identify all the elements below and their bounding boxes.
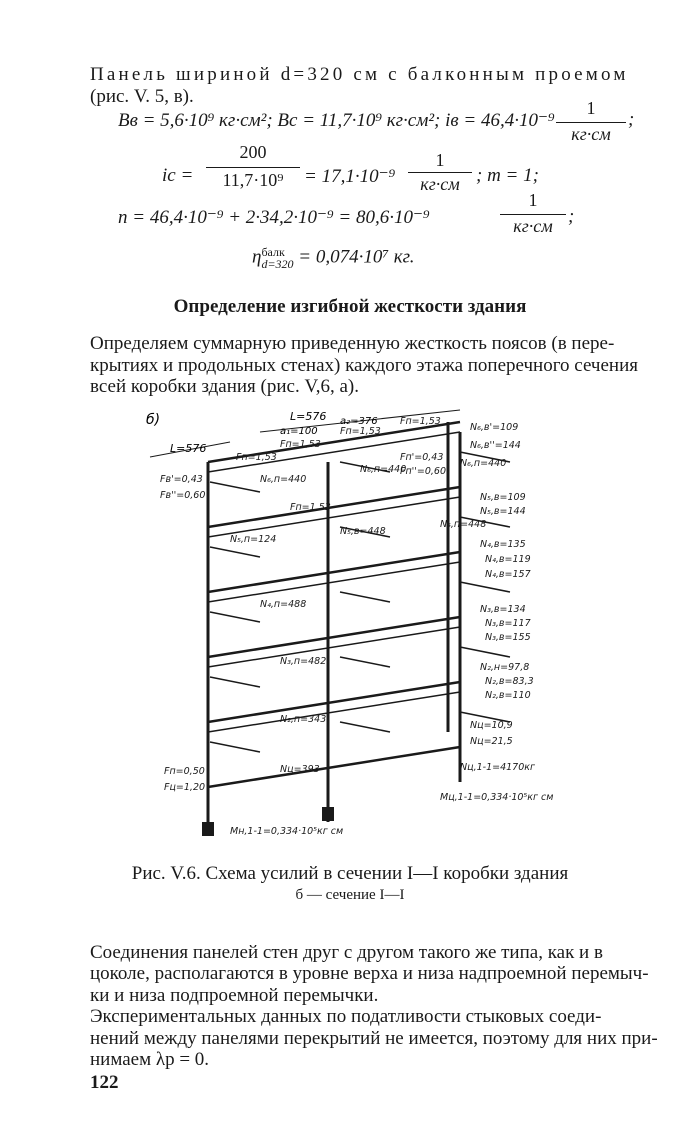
section-heading: Определение изгибной жесткости здания — [173, 296, 527, 317]
force-label: N₆,п=440 — [460, 458, 507, 469]
force-label: N₅,в=144 — [480, 506, 526, 517]
formula-3: n = 46,4·10⁻⁹ + 2·34,2·10⁻⁹ = 80,6·10⁻⁹ — [118, 207, 430, 228]
force-label: Fп=1,53 — [280, 439, 321, 450]
formula-2-mid: = 17,1·10⁻⁹ — [304, 166, 396, 187]
para2-line: цоколе, располагаются в уровне верха и низа надпроемной перемыч- — [90, 963, 649, 984]
force-label: N₃,в=155 — [485, 632, 531, 643]
force-label: Fп'=0,43 — [400, 452, 444, 463]
formula-1-den: кг·см — [571, 124, 611, 144]
dim-a2: a₂=376 — [340, 416, 378, 427]
para2-line: ки и низа подпроемной перемычки. — [90, 985, 379, 1006]
building-force-diagram — [140, 402, 570, 842]
force-label: N₃,п=482 — [280, 656, 327, 667]
force-label: N₂,в=110 — [485, 690, 531, 701]
force-label: Fв'=0,43 — [160, 474, 203, 485]
force-label: N₅,п=124 — [230, 534, 277, 545]
force-label: N₃,в=134 — [480, 604, 526, 615]
formula-2-left: iс = — [162, 165, 194, 186]
force-label: N₆,в'=109 — [470, 422, 519, 433]
para1-line: всей коробки здания (рис. V,6, а). — [90, 376, 360, 397]
force-label: N₂,н=97,8 — [480, 662, 530, 673]
force-label: Fп''=0,60 — [400, 466, 447, 477]
fraction-bar — [500, 214, 566, 215]
formula-1-num: 1 — [586, 98, 596, 118]
force-label: N₅,в=109 — [480, 492, 526, 503]
dim-l-top: L=576 — [290, 410, 327, 423]
intro-line-1: Панель шириной d=320 см с балконным проемом — [90, 64, 629, 85]
force-label: Mн,1-1=0,334·10⁵кг см — [230, 826, 344, 837]
para1-line: Определяем суммарную приведенную жесткость поясов (в пере- — [90, 333, 615, 354]
figure-panel-label: б) — [146, 412, 161, 428]
formula-3-num: 1 — [528, 190, 538, 210]
formula-4-rest: = 0,074·10⁷ кг. — [298, 246, 415, 268]
force-label: N₅,п=448 — [440, 519, 487, 530]
force-label: Fп=1,53 — [290, 502, 331, 513]
force-label: Fв''=0,60 — [160, 490, 206, 501]
formula-4 — [252, 246, 415, 270]
formula-2-den: 11,7·10⁹ — [222, 170, 284, 190]
formula-4-symbol: η — [252, 246, 262, 268]
force-label: N₆,п=440 — [260, 474, 307, 485]
force-label: Mц,1-1=0,334·10⁵кг см — [440, 792, 554, 803]
page-number: 122 — [90, 1072, 119, 1093]
formula-3-end: ; — [568, 206, 575, 227]
force-label: N₂,в=83,3 — [485, 676, 534, 687]
force-label: Fц=1,20 — [164, 782, 206, 793]
intro-line-2: (рис. V. 5, в). — [90, 86, 194, 107]
foundation-pad — [322, 807, 334, 821]
force-label: N₆,п=440 — [360, 464, 407, 475]
fraction-bar — [206, 167, 300, 168]
force-label: Fп=1,53 — [236, 452, 277, 463]
force-label: N₅,в=448 — [340, 526, 386, 537]
force-label: Fп=1,53 — [340, 426, 381, 437]
force-label: N₄,в=135 — [480, 539, 526, 550]
force-label: Nц=10,9 — [470, 720, 513, 731]
force-label: Nц=393 — [280, 764, 320, 775]
formula-4-sub: d=320 — [261, 257, 294, 271]
force-label: N₄,в=157 — [485, 569, 531, 580]
dim-a1: a₁=100 — [280, 426, 318, 437]
para3-line: Экспериментальных данных по податливости стыковых соеди- — [90, 1006, 602, 1027]
dim-l-left: L=576 — [170, 442, 207, 455]
para1-line: крытиях и продольных стенах) каждого этажа поперечного сечения — [90, 355, 638, 376]
formula-1: Bв = 5,6·10⁹ кг·см²; Bс = 11,7·10⁹ кг·см²; iв = 46,4·10⁻⁹ — [118, 110, 555, 131]
foundation-pad — [202, 822, 214, 836]
force-label: Nц=21,5 — [470, 736, 513, 747]
fraction-bar — [408, 172, 472, 173]
force-label: Fп=0,50 — [164, 766, 205, 777]
formula-2-den2: кг·см — [420, 174, 460, 194]
force-label: N₄,п=488 — [260, 599, 307, 610]
force-label: N₂,п=343 — [280, 714, 327, 725]
formula-2-end: ; m = 1; — [476, 165, 539, 186]
fraction-bar — [556, 122, 626, 123]
formula-3-den: кг·см — [513, 216, 553, 236]
formula-4-sup: балк — [261, 245, 285, 259]
force-label: Fп=1,53 — [400, 416, 441, 427]
para2-line: Соединения панелей стен друг с другом такого же типа, как и в — [90, 942, 603, 963]
figure-caption: Рис. V.6. Схема усилий в сечении I—I коробки здания — [131, 863, 569, 884]
formula-1-end: ; — [628, 109, 635, 130]
para3-line: нимаем λр = 0. — [90, 1049, 210, 1070]
force-label: N₄,в=119 — [485, 554, 531, 565]
force-label: N₆,в''=144 — [470, 440, 521, 451]
figure-subcaption: б — сечение I—I — [295, 887, 405, 903]
force-label: N₃,в=117 — [485, 618, 531, 629]
para3-line: нений между панелями перекрытий не имеется, поэтому для них при- — [90, 1028, 658, 1049]
formula-2-num: 200 — [239, 142, 267, 162]
formula-2-num2: 1 — [435, 150, 445, 170]
force-label: Nц,1-1=4170кг — [460, 762, 535, 773]
